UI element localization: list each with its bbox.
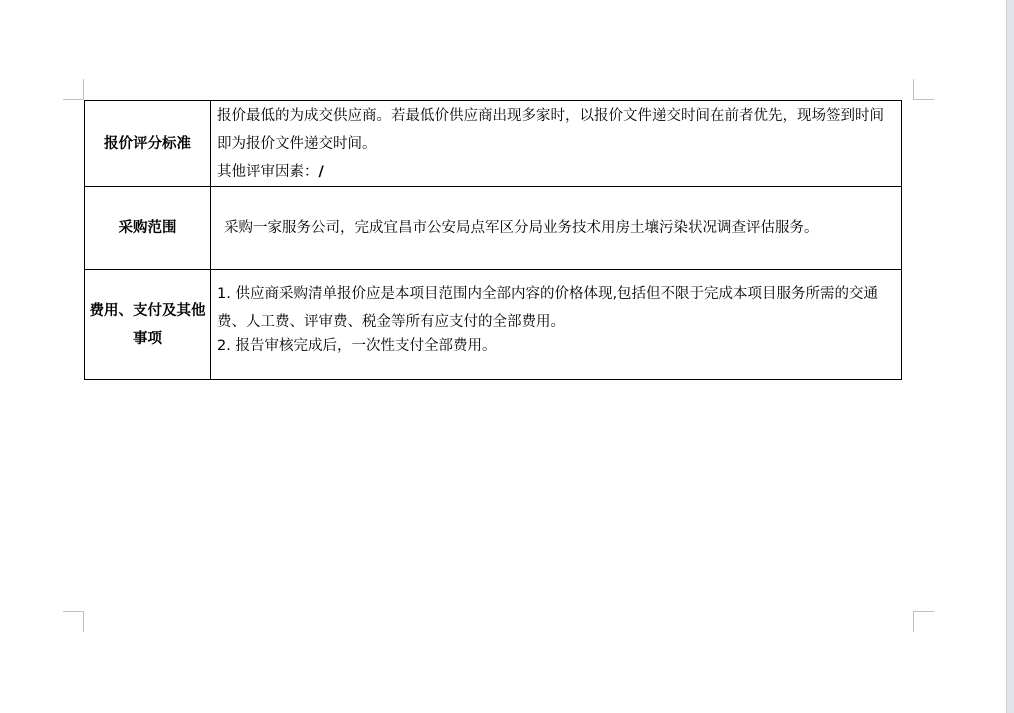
margin-crop-mark-bottom-left [63,611,84,632]
other-review-factors-label: 其他评审因素： [217,164,319,180]
cell-quote-scoring-criteria [211,101,902,187]
row-header-quote-scoring-criteria: 报价评分标准 [85,101,211,187]
window-right-edge [1006,0,1014,713]
margin-crop-mark-top-left [63,79,84,100]
margin-crop-mark-bottom-right [913,611,934,632]
row-header-fees-payment-other: 费用、支付及其他事项 [85,270,211,380]
margin-crop-mark-top-right [913,79,934,100]
procurement-terms-table [84,100,902,380]
cell-fees-payment-other [211,270,902,380]
paragraph [217,158,897,186]
table-row [85,270,902,380]
paragraph: 1. 供应商采购清单报价应是本项目范围内全部内容的价格体现,包括但不限于完成本项目服务所需的交通费、人工费、评审费、税金等所有应支付的全部费用。 [217,286,879,330]
other-review-factors-value: / [318,164,324,180]
paragraph: 报价最低的为成交供应商。若最低价供应商出现多家时，以报价文件递交时间在前者优先，现场签到时间即为报价文件递交时间。 [217,108,884,152]
paragraph: 2. 报告审核完成后，一次性支付全部费用。 [217,338,497,354]
cell-procurement-scope [211,187,902,270]
paragraph: 采购一家服务公司，完成宜昌市公安局点军区分局业务技术用房土壤污染状况调查评估服务。 [224,220,819,236]
row-header-procurement-scope: 采购范围 [85,187,211,270]
table-row [85,187,902,270]
table-row [85,101,902,187]
